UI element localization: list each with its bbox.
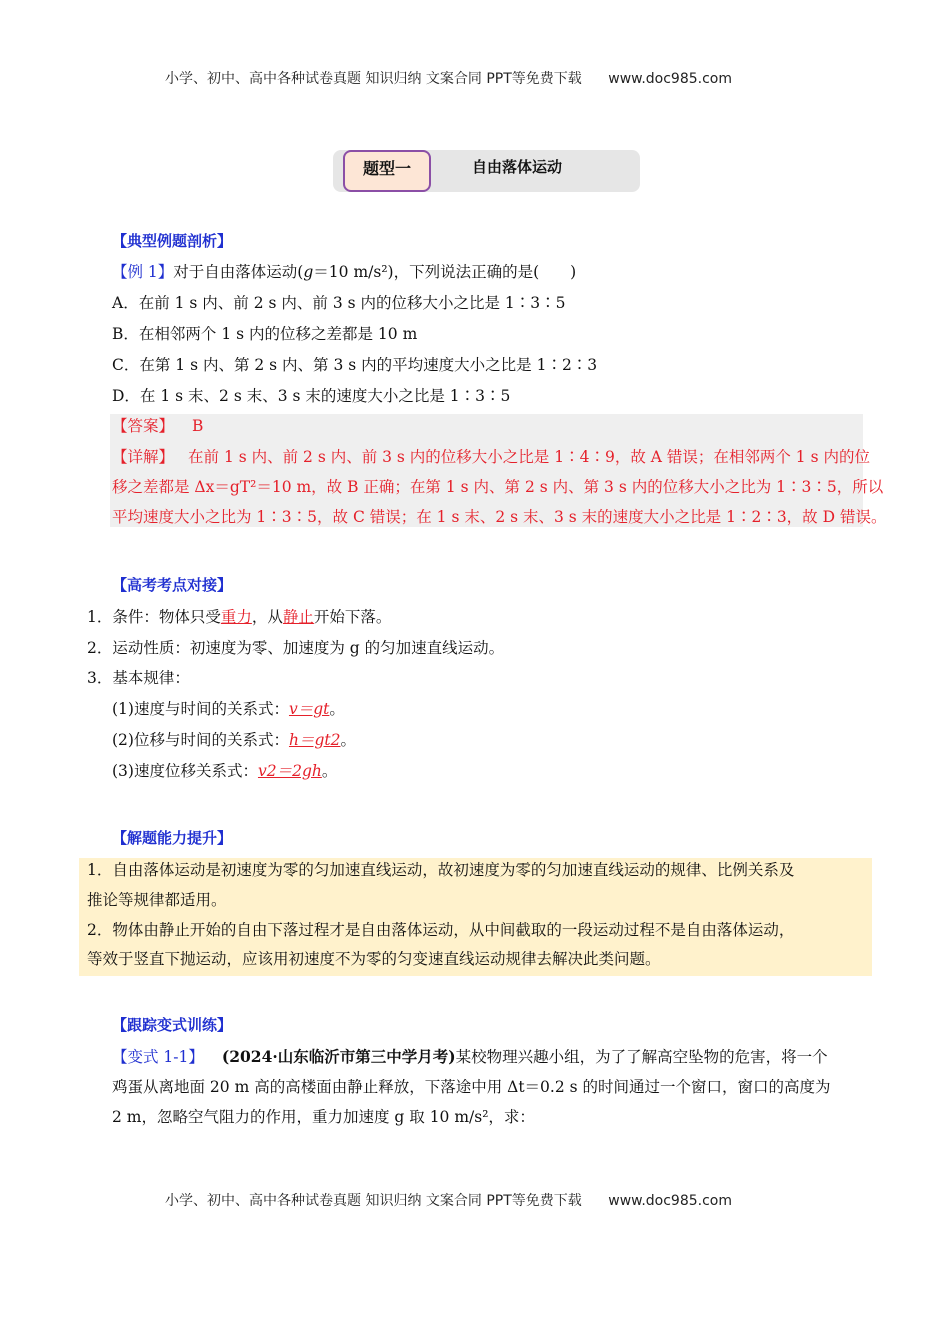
- example-g: g: [303, 263, 314, 281]
- kp1-mid: ，从: [251, 608, 283, 626]
- example-text-end: ＝10 m/s²)，下列说法正确的是( ): [313, 263, 577, 281]
- section-heading-practice: 【跟踪变式训练】: [112, 1016, 233, 1034]
- practice-source: (2024·山东临沂市第三中学月考): [221, 1047, 456, 1066]
- practice-line-1: [112, 1047, 828, 1067]
- keypoint-3: 3．基本规律：: [87, 669, 190, 687]
- option-b: B．在相邻两个 1 s 内的位移之差都是 10 m: [112, 325, 418, 343]
- section-heading-examples: 【典型例题剖析】: [112, 232, 233, 250]
- answer-label: 【答案】: [112, 417, 175, 435]
- title-tag: 题型一: [343, 150, 431, 192]
- formula-2-fill: h＝gt2: [288, 731, 341, 749]
- footer-text: 小学、初中、高中各种试卷真题 知识归纳 文案合同 PPT等免费下载: [165, 1193, 582, 1209]
- period: 。: [321, 762, 338, 780]
- skills-line-3: 2．物体由静止开始的自由下落过程才是自由落体运动，从中间截取的一段运动过程不是自由落体运动，: [87, 921, 795, 939]
- practice-line-2: 鸡蛋从离地面 20 m 高的高楼面由静止释放，下落途中用 Δt＝0.2 s 的时间通过一个窗口，窗口的高度为: [112, 1078, 831, 1096]
- kp1-fill-rest: 静止: [282, 608, 314, 626]
- period: 。: [340, 731, 356, 749]
- answer-value: B: [192, 417, 204, 435]
- formula-3-fill: v2＝2gh: [257, 762, 322, 780]
- header-text: 小学、初中、高中各种试卷真题 知识归纳 文案合同 PPT等免费下载: [165, 71, 582, 87]
- skills-line-2: 推论等规律都适用。: [87, 891, 227, 909]
- page-header: [165, 69, 732, 89]
- detail-text: 在前 1 s 内、前 2 s 内、前 3 s 内的位移大小之比是 1∶4∶9，故 A 错误；在相邻两个 1 s 内的位: [188, 448, 870, 466]
- footer-site: www.doc985.com: [608, 1193, 732, 1209]
- kp1-post: 开始下落。: [313, 608, 392, 626]
- practice-label: 【变式 1-1】: [112, 1048, 204, 1066]
- answer-line: [112, 416, 203, 436]
- option-c: C．在第 1 s 内、第 2 s 内、第 3 s 内的平均速度大小之比是 1∶2∶3: [112, 356, 598, 374]
- section-heading-keypoints: 【高考考点对接】: [112, 576, 233, 594]
- formula-1: [112, 699, 345, 719]
- formula-2: [112, 730, 356, 750]
- detail-line-3: 平均速度大小之比为 1∶3∶5，故 C 错误；在 1 s 末、2 s 末、3 s 末的速度大小之比是 1∶2∶3，故 D 错误。: [112, 508, 887, 526]
- option-a: A．在前 1 s 内、前 2 s 内、前 3 s 内的位移大小之比是 1∶3∶5: [112, 294, 566, 312]
- formula-3-label: (3)速度位移关系式：: [112, 762, 258, 780]
- keypoint-1: [87, 607, 391, 627]
- keypoint-2: 2．运动性质：初速度为零、加速度为 g 的匀加速直线运动。: [87, 639, 505, 657]
- practice-line-3: 2 m，忽略空气阻力的作用，重力加速度 g 取 10 m/s²，求：: [112, 1108, 535, 1126]
- section-heading-skills: 【解题能力提升】: [112, 829, 233, 847]
- detail-line-1: [112, 447, 870, 467]
- example-text: 对于自由落体运动(: [173, 263, 304, 281]
- detail-line-2: 移之差都是 Δx＝gT²＝10 m，故 B 正确；在第 1 s 内、第 2 s 内、第 3 s 内的位移大小之比为 1∶3∶5，所以: [112, 478, 884, 496]
- page-footer: [165, 1191, 732, 1211]
- kp1-pre: 1．条件：物体只受: [87, 608, 221, 626]
- detail-label: 【详解】: [112, 448, 175, 466]
- header-site: www.doc985.com: [608, 71, 732, 87]
- kp1-fill-gravity: 重力: [220, 608, 252, 626]
- practice-text: 某校物理兴趣小组，为了了解高空坠物的危害，将一个: [455, 1048, 828, 1066]
- skills-line-4: 等效于竖直下抛运动，应该用初速度不为零的匀变速直线运动规律去解决此类问题。: [87, 950, 661, 968]
- title-text: 自由落体运动: [472, 158, 563, 176]
- example-question: [112, 262, 576, 282]
- example-label: 【例 1】: [112, 263, 174, 281]
- formula-2-label: (2)位移与时间的关系式：: [112, 731, 289, 749]
- formula-1-label: (1)速度与时间的关系式：: [112, 700, 289, 718]
- skills-line-1: 1．自由落体运动是初速度为零的匀加速直线运动，故初速度为零的匀加速直线运动的规律、比例关系及: [87, 861, 795, 879]
- formula-1-fill: v＝gt: [288, 700, 330, 718]
- formula-3: [112, 761, 337, 781]
- period: 。: [329, 700, 345, 718]
- option-d: D．在 1 s 末、2 s 末、3 s 末的速度大小之比是 1∶3∶5: [112, 387, 511, 405]
